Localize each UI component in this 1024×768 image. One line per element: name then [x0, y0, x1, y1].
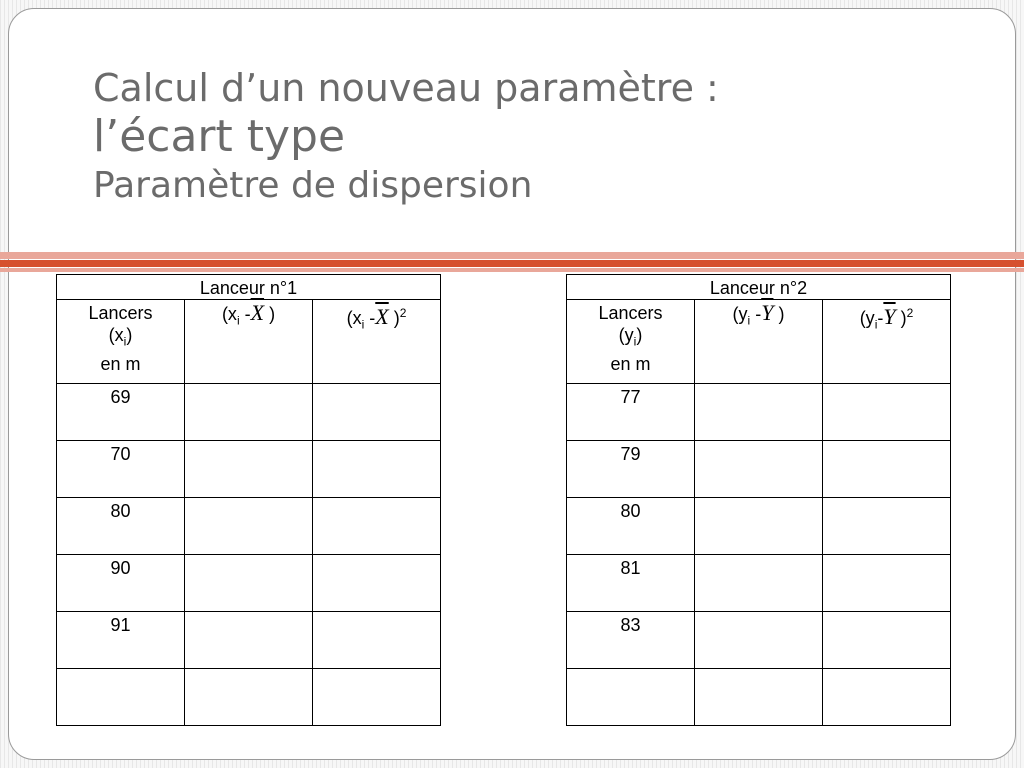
deviation-cell[interactable] [695, 555, 823, 612]
value-cell: 79 [567, 441, 695, 498]
squared-deviation-cell[interactable] [823, 612, 951, 669]
title-line-1: Calcul d’un nouveau paramètre : [93, 66, 719, 110]
value-cell: 69 [57, 384, 185, 441]
table-row [567, 669, 951, 726]
value-cell: 81 [567, 555, 695, 612]
value-cell[interactable] [567, 669, 695, 726]
table-row [567, 555, 951, 612]
value-cell: 91 [57, 612, 185, 669]
header-deviation: ($x_i$ $-\overline{X}$ ) [185, 300, 313, 384]
deviation-cell[interactable] [185, 441, 313, 498]
squared-deviation-cell[interactable] [313, 555, 441, 612]
header-lancers: Lancers $(x_i)$ en m [57, 300, 185, 384]
deviation-cell[interactable] [185, 612, 313, 669]
header-lancers: Lancers $(y_i)$ en m [567, 300, 695, 384]
value-cell[interactable] [57, 669, 185, 726]
deviation-cell[interactable] [695, 612, 823, 669]
squared-deviation-cell[interactable] [823, 498, 951, 555]
deviation-cell[interactable] [185, 555, 313, 612]
table-caption: Lanceur n°2 [567, 275, 951, 300]
table-row [567, 384, 951, 441]
squared-deviation-cell[interactable] [823, 669, 951, 726]
table-lanceur-1 [56, 274, 441, 726]
table-row [57, 669, 441, 726]
header-squared-deviation: ($y_i-\overline{Y}$ )$^2$ [823, 300, 951, 384]
squared-deviation-cell[interactable] [823, 555, 951, 612]
mean-symbol: $\overline{Y}$ [761, 300, 774, 325]
deviation-cell[interactable] [695, 441, 823, 498]
title-line-2: l’écart type [93, 111, 346, 162]
table-row [567, 612, 951, 669]
deviation-cell[interactable] [185, 384, 313, 441]
squared-deviation-cell[interactable] [313, 498, 441, 555]
title-line-3: Paramètre de dispersion [93, 165, 533, 206]
mean-symbol: $\overline{X}$ [375, 304, 389, 329]
mean-symbol: $\overline{X}$ [250, 300, 265, 325]
accent-band-dark [0, 260, 1024, 267]
table-row [57, 555, 441, 612]
slide-title [93, 65, 719, 209]
value-cell: 80 [567, 498, 695, 555]
header-squared-deviation: ($x_i$ $-\overline{X}$ )$^2$ [313, 300, 441, 384]
table-row [567, 441, 951, 498]
header-deviation: ($y_i$ $-\overline{Y}$ ) [695, 300, 823, 384]
deviation-cell[interactable] [695, 384, 823, 441]
table-row [57, 384, 441, 441]
table-caption: Lanceur n°1 [57, 275, 441, 300]
table-row [57, 612, 441, 669]
accent-band-light-bottom [0, 268, 1024, 272]
value-cell: 90 [57, 555, 185, 612]
value-cell: 70 [57, 441, 185, 498]
squared-deviation-cell[interactable] [823, 384, 951, 441]
squared-deviation-cell[interactable] [313, 384, 441, 441]
squared-deviation-cell[interactable] [313, 612, 441, 669]
deviation-cell[interactable] [695, 498, 823, 555]
table-row [57, 441, 441, 498]
deviation-cell[interactable] [695, 669, 823, 726]
value-cell: 77 [567, 384, 695, 441]
table-row [57, 498, 441, 555]
squared-deviation-cell[interactable] [313, 669, 441, 726]
mean-symbol: $\overline{Y}$ [883, 304, 896, 329]
deviation-cell[interactable] [185, 498, 313, 555]
value-cell: 83 [567, 612, 695, 669]
value-cell: 80 [57, 498, 185, 555]
squared-deviation-cell[interactable] [823, 441, 951, 498]
table-lanceur-2 [566, 274, 951, 726]
accent-band-light-top [0, 252, 1024, 259]
squared-deviation-cell[interactable] [313, 441, 441, 498]
deviation-cell[interactable] [185, 669, 313, 726]
table-row [567, 498, 951, 555]
